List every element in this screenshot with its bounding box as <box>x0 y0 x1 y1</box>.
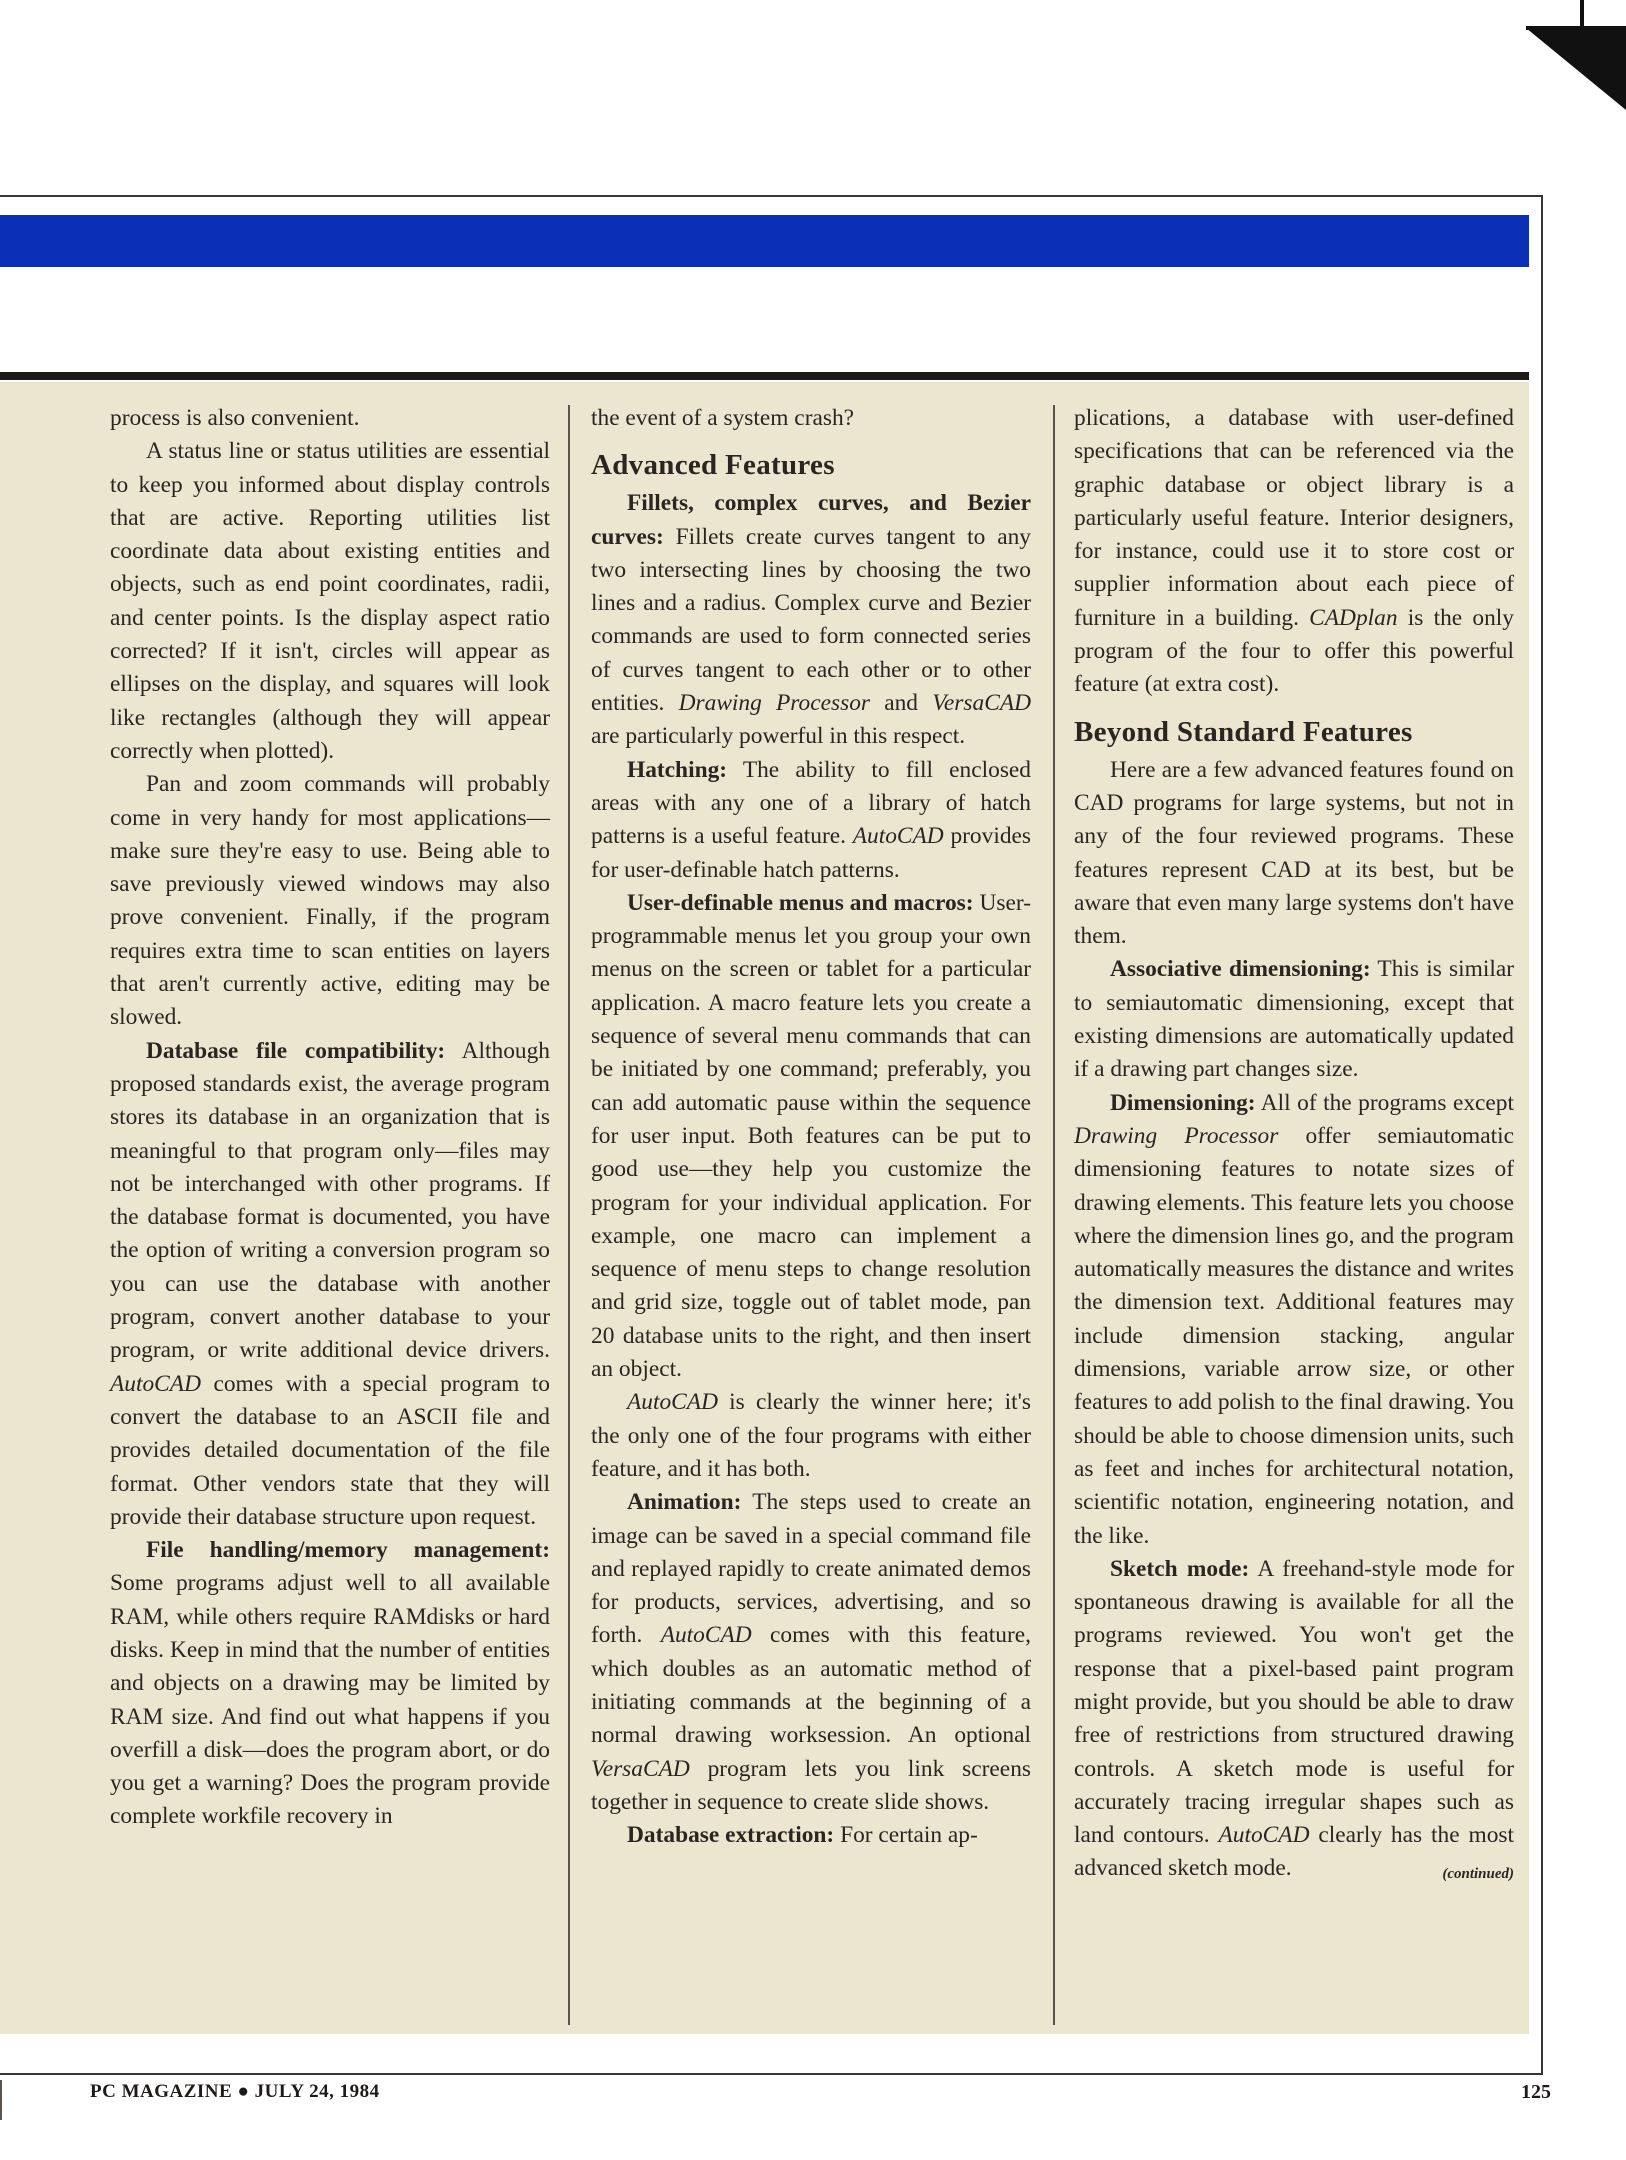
text: provides for user-definable hatch patterns. <box>591 823 1031 883</box>
run-in-heading: File handling/memory management: <box>146 1537 550 1564</box>
paragraph <box>1074 1087 1514 1553</box>
paragraph: Here are a few advanced features found on CAD programs for large systems, but not in any of the four reviewed programs. These features represent CAD at its best, but be aware that even many large systems don't have them. <box>1074 756 1514 950</box>
run-in-heading: Database file compatibility: <box>146 1037 446 1064</box>
paragraph <box>591 1819 1031 1852</box>
program-name: CADplan <box>1309 604 1398 631</box>
run-in-heading: Fillets, complex curves, and Bezier curves: <box>591 490 1031 550</box>
program-name: AutoCAD <box>1218 1822 1310 1849</box>
article-column-2 <box>591 402 1031 1852</box>
run-in-heading: User-definable menus and macros: <box>627 889 974 916</box>
text: offer semiautomatic dimensioning features to notate sizes of drawing elements. This feature lets you choose where the dimension lines go, and the program automatically measures the distance and writes the dimension text. Additional features may include dimension stacking, angular dimensions, variable arrow size, or other features to add polish to the final drawing. You should be able to choose dimension units, such as feet and inches for architectural notation, scientific notation, engineering notation, and the like. <box>1074 1122 1515 1549</box>
text: Fillets create curves tangent to any two intersecting lines by choosing the two lines and a radius. Complex curve and Bezier commands are used to form connected series of curves tangent to each other or to other entities. <box>591 523 1031 717</box>
program-name: AutoCAD <box>110 1370 201 1397</box>
column-divider <box>568 405 570 2025</box>
paragraph <box>110 1035 550 1534</box>
text: comes with this feature, which doubles as an automatic method of initiating commands at the beginning of a normal drawing worksession. An optional <box>591 1622 1031 1749</box>
program-name: VersaCAD <box>591 1755 690 1782</box>
program-name: VersaCAD <box>932 690 1031 717</box>
page-number: 125 <box>1521 2081 1551 2103</box>
text: The ability to fill enclosed areas with any one of a library of hatch patterns is a useful feature. <box>591 756 1031 850</box>
run-in-heading: Associative dimensioning: <box>1110 956 1371 983</box>
text: The steps used to create an image can be saved in a special command file and replayed rapidly to create animated demos for products, services, advertising, and so forth. <box>591 1489 1031 1649</box>
text: Some programs adjust well to all available RAM, while others require RAMdisks or hard disks. Keep in mind that the number of entities and objects on a drawing may be limited by RAM size. And find out what happens if you overfill a disk—does the program abort, or do you get a warning? Does the program provide complete workfile recovery in <box>110 1570 550 1830</box>
program-name: AutoCAD <box>627 1389 718 1416</box>
text: comes with a special program to convert the database to an ASCII file and provides detailed documentation of the file format. Other vendors state that they will provide their database structure upon request. <box>110 1370 550 1530</box>
paragraph <box>591 754 1031 887</box>
paragraph <box>591 1386 1031 1486</box>
margin-tick <box>0 2080 2 2120</box>
program-name: Drawing Processor <box>678 690 871 717</box>
text: User-programmable menus let you group your own menus on the screen or tablet for a particular application. A macro feature lets you create a sequence of several menu commands that can be initiated by one command; preferably, you can add automatic pause within the sequence for user input. Both features can be put to good use—they help you customize the program for your individual application. For example, one macro can implement a sequence of menu steps to change resolution and grid size, toggle out of tablet mode, pan 20 database units to the right, and then insert an object. <box>591 889 1031 1383</box>
continued-label: (continued) <box>1442 1866 1514 1883</box>
run-in-heading: Dimensioning: <box>1110 1089 1256 1116</box>
paragraph <box>591 487 1031 753</box>
paragraph <box>591 1486 1031 1819</box>
text: and <box>870 690 933 717</box>
footer-magazine-date: PC MAGAZINE ● JULY 24, 1984 <box>90 2081 380 2102</box>
program-name: AutoCAD <box>852 823 944 850</box>
paragraph: process is also convenient. <box>110 405 360 431</box>
run-in-heading: Hatching: <box>627 756 728 783</box>
paragraph: A status line or status utilities are essential to keep you informed about display controls that are active. Reporting utilities list coordinate data about existing entities and objects, such as end point coordinates, radii, and center points. Is the display aspect ratio corrected? If it isn't, circles will appear as ellipses on the display, and squares will look like rectangles (although they will appear correctly when plotted). <box>110 438 550 764</box>
paragraph <box>1074 1553 1514 1886</box>
text: Although proposed standards exist, the average program stores its database in an organization that is meaningful to that program only—files may not be interchanged with other programs. If the database format is documented, you have the option of writing a conversion program so you can use the database with another program, convert another database to your program, or write additional device drivers. <box>110 1037 550 1364</box>
corner-triangle-mark <box>1520 0 1626 110</box>
paragraph <box>1074 402 1514 702</box>
paragraph: the event of a system crash? <box>591 405 855 431</box>
text: are particularly powerful in this respect. <box>591 723 966 750</box>
text: program lets you link screens together in sequence to create slide shows. <box>591 1755 1031 1815</box>
text: clearly has the most advanced sketch mode. <box>1074 1822 1514 1882</box>
header-rule <box>0 372 1529 380</box>
text: is the only program of the four to offer this powerful feature (at extra cost). <box>1074 604 1514 698</box>
paragraph <box>591 887 1031 1386</box>
article-column-1 <box>110 402 550 1834</box>
paragraph <box>110 1534 550 1834</box>
article-column-3 <box>1074 402 1514 1892</box>
text: All of the programs except <box>1255 1089 1514 1116</box>
section-heading: Beyond Standard Features <box>1074 715 1413 748</box>
paragraph <box>1074 953 1514 1086</box>
run-in-heading: Sketch mode: <box>1110 1555 1250 1582</box>
text: plications, a database with user-defined specifications that can be referenced via the graphic database or object library is a particularly useful feature. Interior designers, for instance, could use it to store cost or supplier information about each piece of furniture in a building. <box>1074 405 1514 631</box>
text: is clearly the winner here; it's the only one of the four programs with either feature, and it has both. <box>591 1389 1031 1482</box>
run-in-heading: Animation: <box>627 1489 742 1516</box>
text: This is similar to semiautomatic dimensioning, except that existing dimensions are automatically updated if a drawing part changes size. <box>1074 956 1514 1083</box>
header-color-band <box>0 215 1529 267</box>
paragraph: Pan and zoom commands will probably come in very handy for most applications—make sure they're easy to use. Being able to save previously viewed windows may also prove convenient. Finally, if the program requires extra time to scan entities on layers that aren't currently active, editing may be slowed. <box>110 771 550 1031</box>
text: A freehand-style mode for spontaneous drawing is available for all the programs reviewed. You won't get the response that a pixel-based paint program might provide, but you should be able to draw free of restrictions from structured drawing controls. A sketch mode is useful for accurately tracing irregular shapes such as land contours. <box>1074 1555 1515 1849</box>
program-name: AutoCAD <box>660 1622 752 1649</box>
text: For certain ap- <box>834 1822 978 1849</box>
column-divider <box>1053 405 1055 2025</box>
run-in-heading: Database extraction: <box>627 1822 835 1849</box>
program-name: Drawing Processor <box>1074 1122 1279 1149</box>
section-heading: Advanced Features <box>591 449 835 482</box>
